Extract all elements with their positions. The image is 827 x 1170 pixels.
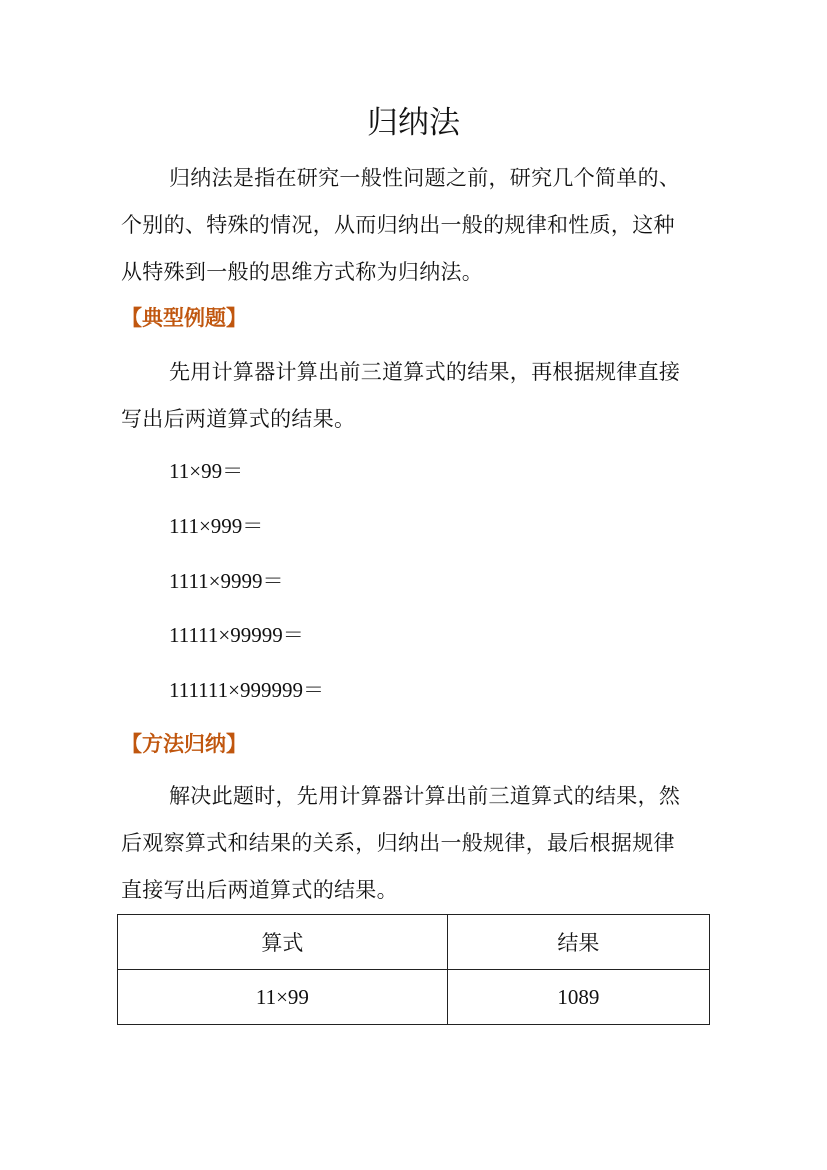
formula: 11×99＝ xyxy=(169,459,244,483)
table-header-row xyxy=(118,915,710,970)
page-title: 归纳法 xyxy=(367,105,460,141)
formula: 111×999＝ xyxy=(169,514,264,538)
table-cell: 11×99 xyxy=(118,970,448,1025)
intro-line: 从特殊到一般的思维方式称为归纳法。 xyxy=(121,260,484,284)
method-paragraph xyxy=(121,773,721,914)
intro-line: 个别的、特殊的情况，从而归纳出一般的规律和性质，这种 xyxy=(121,213,675,237)
method-line: 直接写出后两道算式的结果。 xyxy=(121,878,398,902)
result-table xyxy=(117,914,710,1025)
example-heading: 【典型例题】 xyxy=(121,305,247,330)
intro-paragraph xyxy=(121,155,721,296)
table-cell: 1089 xyxy=(447,970,709,1025)
example-paragraph xyxy=(121,349,721,443)
method-line: 后观察算式和结果的关系，归纳出一般规律，最后根据规律 xyxy=(121,831,675,855)
formula: 1111×9999＝ xyxy=(169,569,284,593)
table-header-cell: 结果 xyxy=(447,915,709,970)
intro-line: 归纳法是指在研究一般性问题之前，研究几个简单的、 xyxy=(169,166,681,190)
example-line: 写出后两道算式的结果。 xyxy=(121,407,356,431)
method-line: 解决此题时，先用计算器计算出前三道算式的结果，然 xyxy=(169,784,681,808)
table-header-cell: 算式 xyxy=(118,915,448,970)
formula: 111111×999999＝ xyxy=(169,678,324,702)
method-heading: 【方法归纳】 xyxy=(121,731,247,756)
table-row xyxy=(118,970,710,1025)
formula: 11111×99999＝ xyxy=(169,623,304,647)
example-line: 先用计算器计算出前三道算式的结果，再根据规律直接 xyxy=(169,360,681,384)
